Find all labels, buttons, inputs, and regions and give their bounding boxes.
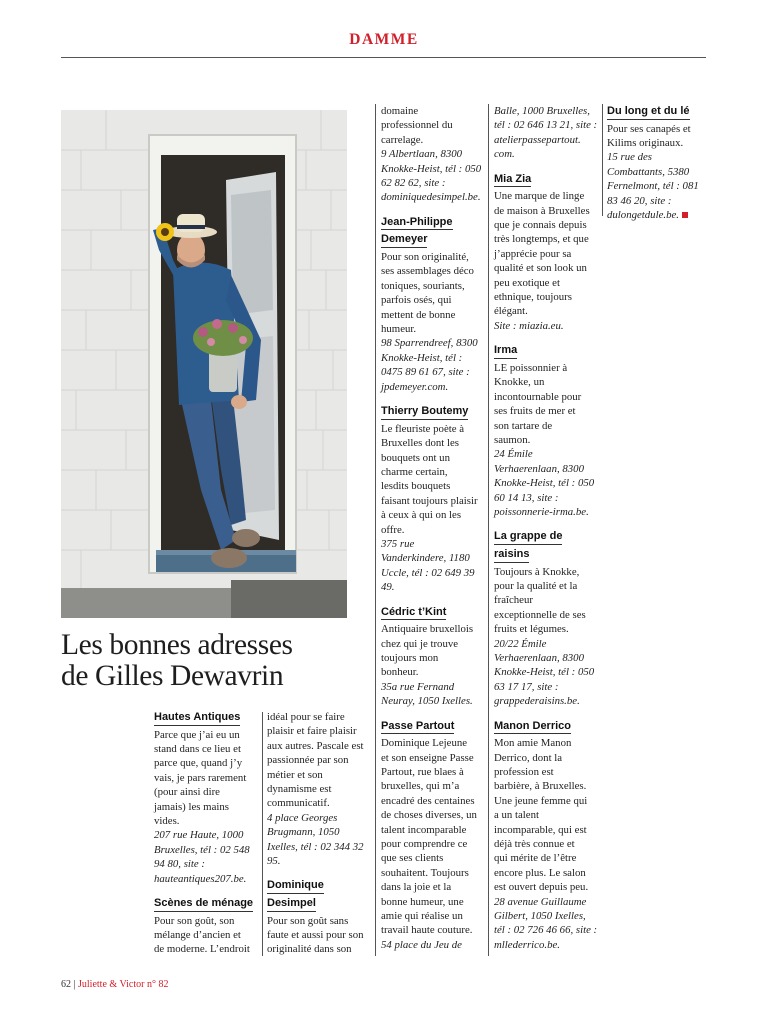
entry-address: Knokke-Heist, tél : 050 — [494, 666, 595, 679]
column-rule — [375, 104, 376, 956]
entry-address: poissonnerie-irma.be. — [494, 505, 589, 518]
entry-heading: Cédric t’Kint — [381, 605, 446, 621]
entry-text: Derrico, dont la — [494, 751, 563, 764]
entry-text: métier et son — [267, 768, 323, 781]
entry-address: 207 rue Haute, 1000 — [154, 829, 244, 842]
entry-heading: Demeyer — [381, 232, 427, 248]
entry-heading: Du long et du lé — [607, 104, 690, 120]
text-column-2 — [267, 710, 375, 957]
entry-address: 63 17 17, site : — [494, 680, 559, 693]
entry-text: Pour son originalité, — [381, 251, 469, 264]
end-of-article-mark — [682, 212, 688, 218]
entry-heading: Desimpel — [267, 896, 316, 912]
entry-text: encadré des centaines — [381, 794, 475, 807]
entry-text: travail haute couture. — [381, 924, 473, 937]
entry-address: 35a rue Fernand — [381, 680, 455, 693]
entry-heading: Dominique — [267, 878, 324, 894]
entry-text: Une marque de linge — [494, 190, 585, 203]
entry-address: 375 rue — [381, 537, 415, 550]
entry-text: Parce que j’ai eu un — [154, 728, 240, 741]
portrait-photo — [61, 110, 347, 618]
column-rule — [602, 104, 603, 216]
entry-text: amie qui réalise un — [381, 910, 463, 923]
entry-address: Neuray, 1050 Ixelles. — [381, 695, 473, 708]
entry-text: saumon. — [494, 433, 531, 446]
entry-text: carrelage. — [381, 133, 424, 146]
entry-text: est ouvert depuis peu. — [494, 881, 589, 894]
entry-text: Une jeune femme qui — [494, 794, 588, 807]
column-spacer — [381, 709, 489, 719]
entry-text: parce que, quand j’y — [154, 757, 243, 770]
entry-address: Uccle, tél : 02 649 39 — [381, 566, 475, 579]
entry-text: Dominique Lejeune — [381, 737, 468, 750]
entry-text: Pour son goût sans — [267, 914, 349, 927]
entry-address: 4 place Georges — [267, 811, 338, 824]
entry-address: 62 82 62, site : — [381, 177, 446, 190]
text-column-3 — [381, 104, 489, 952]
entry-address: 49. — [381, 581, 395, 594]
entry-text: charme certain, — [381, 465, 448, 478]
entry-address: dulongetdule.be. — [607, 208, 707, 222]
entry-address: hauteantiques207.be. — [154, 872, 247, 885]
entry-address: Knokke-Heist, tél : 050 — [494, 477, 595, 490]
column-rule — [262, 712, 263, 956]
entry-text: offre. — [381, 523, 405, 536]
text-column-5 — [607, 104, 707, 222]
entry-text: faute et aussi pour son — [267, 929, 364, 942]
header-rule — [61, 57, 706, 58]
entry-address: 54 place du Jeu de — [381, 938, 462, 951]
entry-text: dans la joie et la — [381, 881, 452, 894]
column-spacer — [494, 709, 602, 719]
headline-line-2: de Gilles Dewavrin — [61, 660, 284, 692]
entry-text: bouquets ont un — [381, 451, 450, 464]
entry-text: mélange d’ancien et — [154, 929, 241, 942]
entry-text: talent incomparable — [381, 823, 467, 836]
entry-text: de maison à Bruxelles — [494, 204, 590, 217]
entry-address: com. — [494, 148, 515, 161]
entry-heading: La grappe de — [494, 529, 562, 545]
entry-text: mettent de bonne — [381, 308, 456, 321]
column-spacer — [494, 333, 602, 343]
column-spacer — [494, 162, 602, 172]
entry-text: Partout, rue blaes à — [381, 766, 464, 778]
entry-address: 24 Émile — [494, 448, 533, 461]
entry-text: ses assemblages déco — [381, 265, 474, 278]
entry-heading: Hautes Antiques — [154, 710, 240, 726]
entry-text: parfois osés, qui — [381, 294, 452, 307]
column-spacer — [494, 519, 602, 529]
article-headline — [61, 630, 361, 692]
entry-address: Ixelles, tél : 02 344 32 — [267, 840, 364, 853]
entry-heading: raisins — [494, 547, 529, 563]
entry-text: passionnée par son — [267, 754, 349, 767]
entry-address: Vanderkindere, 1180 — [381, 552, 470, 565]
entry-text: Antiquaire bruxellois — [381, 623, 474, 636]
text-column-1 — [154, 710, 266, 957]
entry-text: aux autres. Pascale est — [267, 739, 364, 752]
entry-address: Bruxelles, tél : 02 548 — [154, 843, 250, 856]
entry-text: Pour son goût, son — [154, 914, 235, 927]
column-spacer — [381, 595, 489, 605]
entry-address: Brugmann, 1050 — [267, 826, 340, 839]
entry-heading: Thierry Boutemy — [381, 404, 468, 420]
column-spacer — [381, 394, 489, 404]
entry-address: tél : 02 646 13 21, site : — [494, 119, 598, 132]
entry-address: Fernelmont, tél : 081 — [607, 180, 699, 193]
column-rule — [488, 104, 489, 956]
entry-address: 83 46 20, site : — [607, 194, 672, 207]
entry-text: à ceux à qui on les — [381, 509, 462, 522]
column-spacer — [267, 868, 375, 878]
entry-text: pour comprendre ce — [381, 838, 468, 851]
entry-text: souhaitent. Toujours — [381, 866, 469, 879]
entry-address: 94 80, site : — [154, 858, 205, 871]
entry-text: et son enseigne Passe — [381, 751, 474, 764]
column-spacer — [381, 205, 489, 215]
entry-address: atelierpassepartout. — [494, 133, 581, 146]
entry-text: Kilims originaux. — [607, 137, 684, 149]
entry-heading: Jean-Philippe — [381, 215, 453, 231]
text-column-4 — [494, 104, 602, 952]
headline-line-1: Les bonnes adresses — [61, 629, 293, 661]
entry-text: Toujours à Knokke, — [494, 565, 580, 578]
entry-address: 15 rue des — [607, 151, 652, 164]
entry-text: qui mérite de l’être — [494, 852, 577, 865]
entry-text: exceptionnelle de ses — [494, 608, 586, 621]
entry-text: LE poissonnier à — [494, 361, 568, 374]
entry-text: incontournable pour — [494, 390, 582, 403]
entry-text: Pour ses canapés et — [607, 122, 691, 135]
page-footer — [61, 979, 168, 990]
entry-text: très longtemps, et que — [494, 233, 589, 246]
entry-address: 0475 89 61 67, site : — [381, 366, 470, 379]
entry-text: professionnel du — [381, 119, 453, 132]
entry-text: lesdits bouquets — [381, 480, 451, 493]
entry-address: 60 14 13, site : — [494, 491, 559, 504]
entry-text: ethnique, toujours — [494, 291, 572, 304]
entry-address: 95. — [267, 855, 281, 868]
entry-text: incomparable, qui est — [494, 823, 587, 836]
entry-text: son tartare de — [494, 419, 553, 432]
entry-text: toujours mon — [381, 651, 439, 664]
entry-text: stand dans ce lieu et — [154, 743, 241, 755]
entry-address: Combattants, 5380 — [607, 165, 690, 178]
footer-separator: | — [73, 979, 76, 990]
entry-text: Mon amie Manon — [494, 737, 572, 750]
issue-number: n° 82 — [146, 979, 169, 990]
entry-text: bonheur. — [381, 666, 419, 679]
entry-address: Knokke-Heist, tél : 050 — [381, 162, 482, 175]
entry-address: grappederaisins.be. — [494, 695, 580, 708]
entry-text: déjà très connue et — [494, 838, 575, 851]
entry-address: 28 avenue Guillaume — [494, 895, 587, 908]
entry-text: vais, je pars rarement — [154, 771, 247, 784]
entry-text: qualité et son look un — [494, 262, 587, 275]
column-spacer — [154, 886, 266, 896]
entry-text: fruits et légumes. — [494, 623, 569, 636]
entry-text: communicatif. — [267, 797, 330, 810]
entry-address: Site : miazia.eu. — [494, 319, 564, 332]
entry-address: Gilbert, 1050 Ixelles, — [494, 910, 586, 923]
entry-text: encore plus. Le salon — [494, 866, 586, 879]
entry-text: peu exotique et — [494, 276, 560, 289]
entry-text: ses fruits de mer et — [494, 405, 576, 418]
entry-heading: Scènes de ménage — [154, 896, 253, 912]
entry-address: 98 Sparrendreef, 8300 — [381, 337, 478, 350]
entry-text: Le fleuriste poète à — [381, 422, 465, 435]
entry-text: fraîcheur — [494, 594, 533, 607]
entry-text: originalité dans son — [267, 943, 352, 956]
entry-address: jpdemeyer.com. — [381, 380, 449, 393]
entry-text: profession est — [494, 766, 554, 778]
entry-text: Knokke, un — [494, 376, 545, 389]
entry-text: jamais) les mains — [154, 800, 229, 813]
entry-text: barbière, à Bruxelles. — [494, 780, 587, 793]
entry-text: plaisir et faire plaisir — [267, 725, 357, 738]
entry-text: bruxelles, qui m’a — [381, 780, 460, 793]
entry-text: bonne humeur, une — [381, 895, 464, 908]
entry-text: chez qui je trouve — [381, 637, 459, 650]
entry-text: faisant toujours plaisir — [381, 494, 478, 507]
entry-address: 9 Albertlaan, 8300 — [381, 148, 463, 161]
entry-address: Verhaerenlaan, 8300 — [494, 651, 584, 664]
entry-text: de choses diverses, un — [381, 809, 477, 822]
page-number: 62 — [61, 979, 71, 990]
entry-text: domaine — [381, 105, 419, 117]
entry-address: Balle, 1000 Bruxelles, — [494, 105, 590, 117]
section-title: DAMME — [349, 31, 419, 48]
entry-text: dynamisme est — [267, 783, 332, 796]
entry-text: que je connais depuis — [494, 219, 587, 232]
entry-text: (pour ainsi dire — [154, 786, 220, 799]
entry-heading: Mia Zia — [494, 172, 531, 188]
magazine-name: Juliette & Victor — [78, 979, 145, 990]
entry-text: j’apprécie pour sa — [494, 247, 572, 260]
entry-text: a un talent — [494, 809, 539, 822]
entry-text: toniques, souriants, — [381, 279, 465, 292]
entry-text: humeur. — [381, 323, 417, 336]
entry-address: 20/22 Émile — [494, 637, 547, 650]
entry-text: de moderne. L’endroit — [154, 943, 250, 956]
entry-heading: Passe Partout — [381, 719, 454, 735]
entry-text: élégant. — [494, 305, 528, 318]
entry-heading: Manon Derrico — [494, 719, 571, 735]
entry-address: dominiquedesimpel.be. — [381, 191, 481, 204]
entry-text: Bruxelles dont les — [381, 437, 459, 450]
entry-address: Verhaerenlaan, 8300 — [494, 462, 584, 475]
entry-text: idéal pour se faire — [267, 711, 345, 723]
entry-text: que ses clients — [381, 852, 444, 865]
entry-text: vides. — [154, 815, 180, 828]
entry-heading: Irma — [494, 343, 517, 359]
entry-address: mllederrico.be. — [494, 938, 560, 951]
entry-address: tél : 02 726 46 66, site : — [494, 924, 598, 937]
entry-text: pour la qualité et la — [494, 579, 578, 592]
entry-address: Knokke-Heist, tél : — [381, 351, 463, 364]
